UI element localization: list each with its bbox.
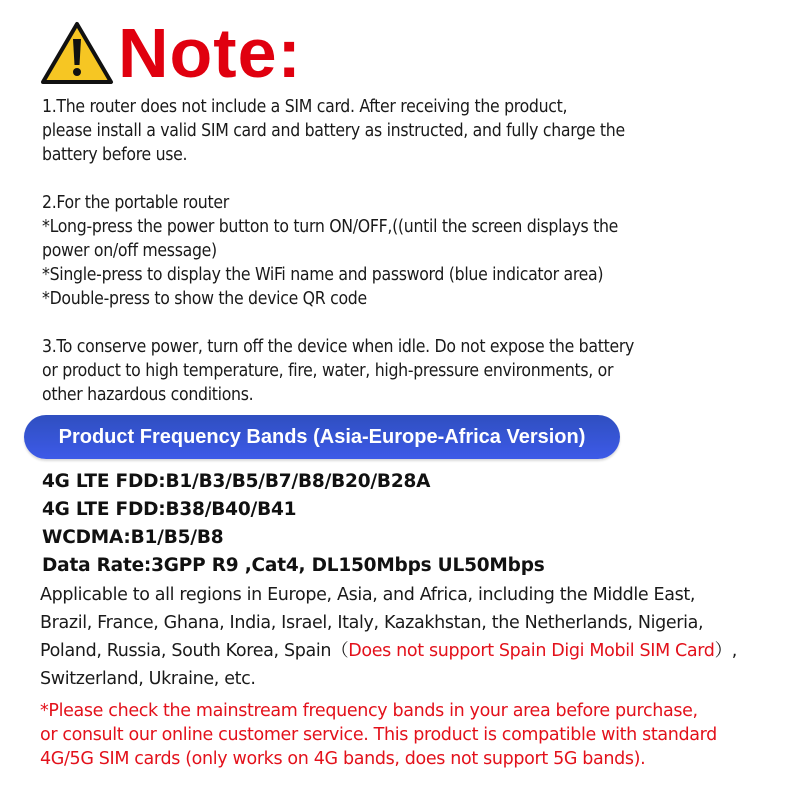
note-1 bbox=[42, 95, 625, 167]
region-line bbox=[40, 637, 737, 665]
note-line: 3.To conserve power, turn off the device when idle. Do not expose the battery bbox=[42, 337, 635, 357]
region-text: ）, bbox=[714, 641, 737, 661]
note-header bbox=[40, 14, 302, 92]
band-specs bbox=[42, 468, 545, 580]
note-line: please install a valid SIM card and battery as instructed, and fully charge the bbox=[42, 121, 625, 141]
note-2 bbox=[42, 191, 618, 311]
note-line: 1.The router does not include a SIM card. After receiving the product, bbox=[42, 97, 568, 117]
note-line: *Long-press the power button to turn ON/OFF,((until the screen displays the bbox=[42, 217, 619, 237]
spec-line: WCDMA:B1/B5/B8 bbox=[42, 527, 224, 548]
frequency-bands-banner bbox=[24, 415, 620, 459]
warning-line: *Please check the mainstream frequency bands in your area before purchase, bbox=[40, 701, 698, 721]
note-line: or product to high temperature, fire, water, high-pressure environments, or bbox=[42, 361, 614, 381]
note-line: battery before use. bbox=[42, 145, 188, 165]
spec-line: 4G LTE FDD:B38/B40/B41 bbox=[42, 499, 297, 520]
note-line: power on/off message) bbox=[42, 241, 217, 261]
spec-line: 4G LTE FDD:B1/B3/B5/B7/B8/B20/B28A bbox=[42, 471, 431, 492]
note-line: *Double-press to show the device QR code bbox=[42, 289, 367, 309]
note-3 bbox=[42, 335, 634, 407]
region-line: Switzerland, Ukraine, etc. bbox=[40, 669, 256, 689]
applicable-regions bbox=[40, 581, 737, 693]
unsupported-carrier-note: Does not support Spain Digi Mobil SIM Card bbox=[348, 641, 715, 661]
banner-label: Product Frequency Bands (Asia-Europe-Africa Version) bbox=[58, 425, 586, 448]
warning-line: or consult our online customer service. This product is compatible with standard bbox=[40, 725, 717, 745]
page-title: Note: bbox=[118, 14, 302, 92]
purchase-warning bbox=[40, 699, 717, 771]
note-line: *Single-press to display the WiFi name and password (blue indicator area) bbox=[42, 265, 604, 285]
region-line: Brazil, France, Ghana, India, Israel, Italy, Kazakhstan, the Netherlands, Nigeria, bbox=[40, 613, 704, 633]
warning-triangle-icon bbox=[40, 21, 114, 85]
warning-line: 4G/5G SIM cards (only works on 4G bands, does not support 5G bands). bbox=[40, 749, 646, 769]
spec-line: Data Rate:3GPP R9 ,Cat4, DL150Mbps UL50Mbps bbox=[42, 555, 545, 576]
region-line: Applicable to all regions in Europe, Asia, and Africa, including the Middle East, bbox=[40, 585, 696, 605]
region-text: Poland, Russia, South Korea, Spain（ bbox=[40, 641, 349, 661]
note-line: 2.For the portable router bbox=[42, 193, 229, 213]
note-line: other hazardous conditions. bbox=[42, 385, 254, 405]
